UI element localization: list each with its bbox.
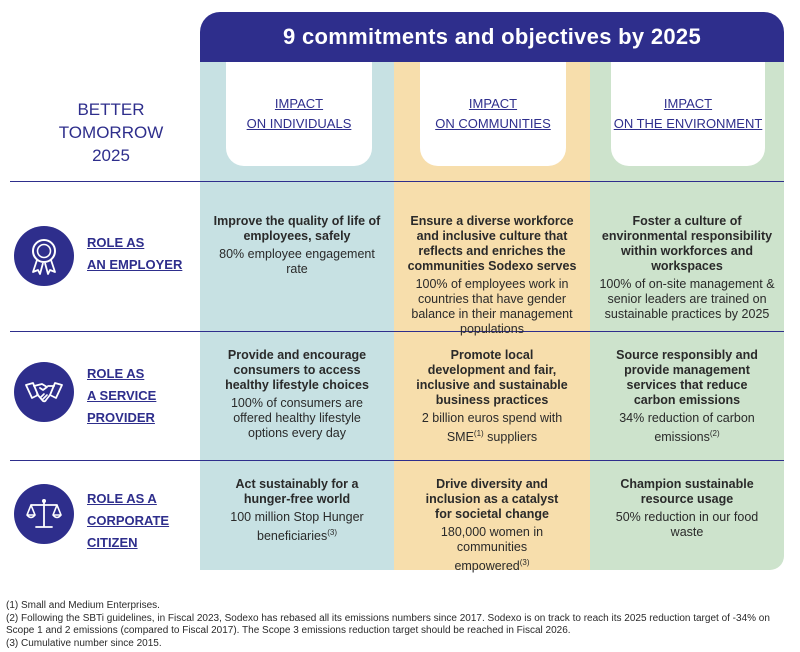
objective-text-main: 34% reduction of carbon emissions [619, 411, 755, 445]
role-label-line: CORPORATE [87, 513, 170, 528]
title-line: BETTER [77, 100, 145, 119]
impact-label-line2: ON COMMUNITIES [435, 116, 551, 131]
footnote-ref: (1) [473, 429, 484, 438]
commitment-cell [418, 477, 566, 574]
impact-label-line2: ON THE ENVIRONMENT [613, 116, 763, 131]
objective-text-main: 100 million Stop Hunger beneficiaries [230, 510, 364, 544]
handshake-icon [14, 362, 74, 422]
commitment-heading: Drive diversity and inclusion as a catalyst for societal change [425, 477, 559, 521]
row-divider [10, 460, 784, 461]
commitment-heading: Ensure a diverse workforce and inclusive culture that reflects and enriches the communities Sodexo serves [407, 214, 577, 273]
impact-header-communities [420, 62, 566, 166]
commitment-heading: Source responsibly and provide management services that reduce carbon emissions [616, 348, 758, 407]
impact-header-individuals [226, 62, 372, 166]
footnote: (1) Small and Medium Enterprises. [6, 600, 160, 611]
footnote-ref: (2) [709, 429, 720, 438]
scales-icon [14, 484, 74, 544]
objective-text: 80% employee engagement rate [219, 247, 375, 276]
banner-title: 9 commitments and objectives by 2025 [283, 24, 701, 49]
objective-text-end: suppliers [483, 430, 538, 445]
commitment-cell [610, 477, 764, 540]
role-label-line: CITIZEN [87, 535, 138, 550]
better-tomorrow-title [56, 98, 166, 167]
award-ribbon-icon [14, 226, 74, 286]
footnote: (2) Following the SBTi guidelines, in Fiscal 2023, Sodexo has rebased all its emissions numbers since 2017. Sodexo is on track to reach its 2025 reduction target of -34% on Scope 1 and 2 emissions (compared to Fiscal 2017). The Scope 3 emissions reduction target should be reached in Fiscal 2026. [6, 612, 770, 636]
commitment-cell [596, 214, 778, 322]
commitment-heading: Improve the quality of life of employees, safely [213, 214, 381, 243]
impact-header-environment [611, 62, 765, 166]
row-divider [10, 331, 784, 332]
impact-label-line1: IMPACT [274, 96, 324, 111]
objective-text [412, 411, 572, 445]
role-label-line: ROLE AS A [87, 491, 157, 506]
commitment-heading: Champion sustainable resource usage [620, 477, 754, 506]
row-divider [10, 181, 784, 182]
commitment-cell [214, 348, 380, 441]
objective-text-main: 2 billion euros spend with SME [421, 411, 563, 445]
role-label-line: ROLE AS [87, 235, 145, 250]
objective-text: 100% of consumers are offered healthy lifestyle options every day [230, 396, 363, 440]
footnotes [6, 600, 796, 650]
role-label-line: A SERVICE [87, 388, 157, 403]
commitment-heading: Provide and encourage consumers to access healthy lifestyle choices [225, 348, 369, 392]
objective-text: 100% of employees work in countries that have gender balance in their management populations [411, 277, 573, 336]
role-label-line: AN EMPLOYER [87, 257, 183, 272]
role-label-corporate-citizen [87, 488, 169, 554]
commitment-cell [412, 348, 572, 445]
objective-text: 100% of on-site management & senior leaders are trained on sustainable practices by 2025 [599, 277, 775, 321]
objective-text [604, 411, 770, 445]
commitment-heading: Promote local development and fair, inclusive and sustainable business practices [416, 348, 568, 407]
commitment-heading: Act sustainably for a hunger-free world [235, 477, 359, 506]
objective-text-main: 180,000 women in communities empowered [440, 525, 544, 574]
commitment-cell [216, 477, 378, 544]
impact-label-line2: ON INDIVIDUALS [246, 116, 352, 131]
impact-label-line1: IMPACT [468, 96, 518, 111]
footnote-ref: (3) [327, 528, 337, 537]
commitment-cell [208, 214, 386, 277]
commitment-cell [604, 348, 770, 445]
footnote: (3) Cumulative number since 2015. [6, 637, 162, 649]
role-label-employer [87, 232, 182, 276]
role-label-line: ROLE AS [87, 366, 145, 381]
title-line: 2025 [92, 146, 130, 165]
objective-text: 50% reduction in our food waste [615, 510, 759, 539]
objective-text [418, 525, 566, 574]
objective-text [216, 510, 378, 544]
commitment-cell [400, 214, 584, 337]
impact-label-line1: IMPACT [663, 96, 713, 111]
commitment-heading: Foster a culture of environmental responsibility within workforces and workspaces [601, 214, 773, 273]
role-label-service-provider [87, 363, 156, 429]
title-line: TOMORROW [58, 123, 164, 142]
page-banner [200, 12, 784, 62]
role-label-line: PROVIDER [87, 410, 155, 425]
footnote-ref: (3) [519, 558, 530, 567]
